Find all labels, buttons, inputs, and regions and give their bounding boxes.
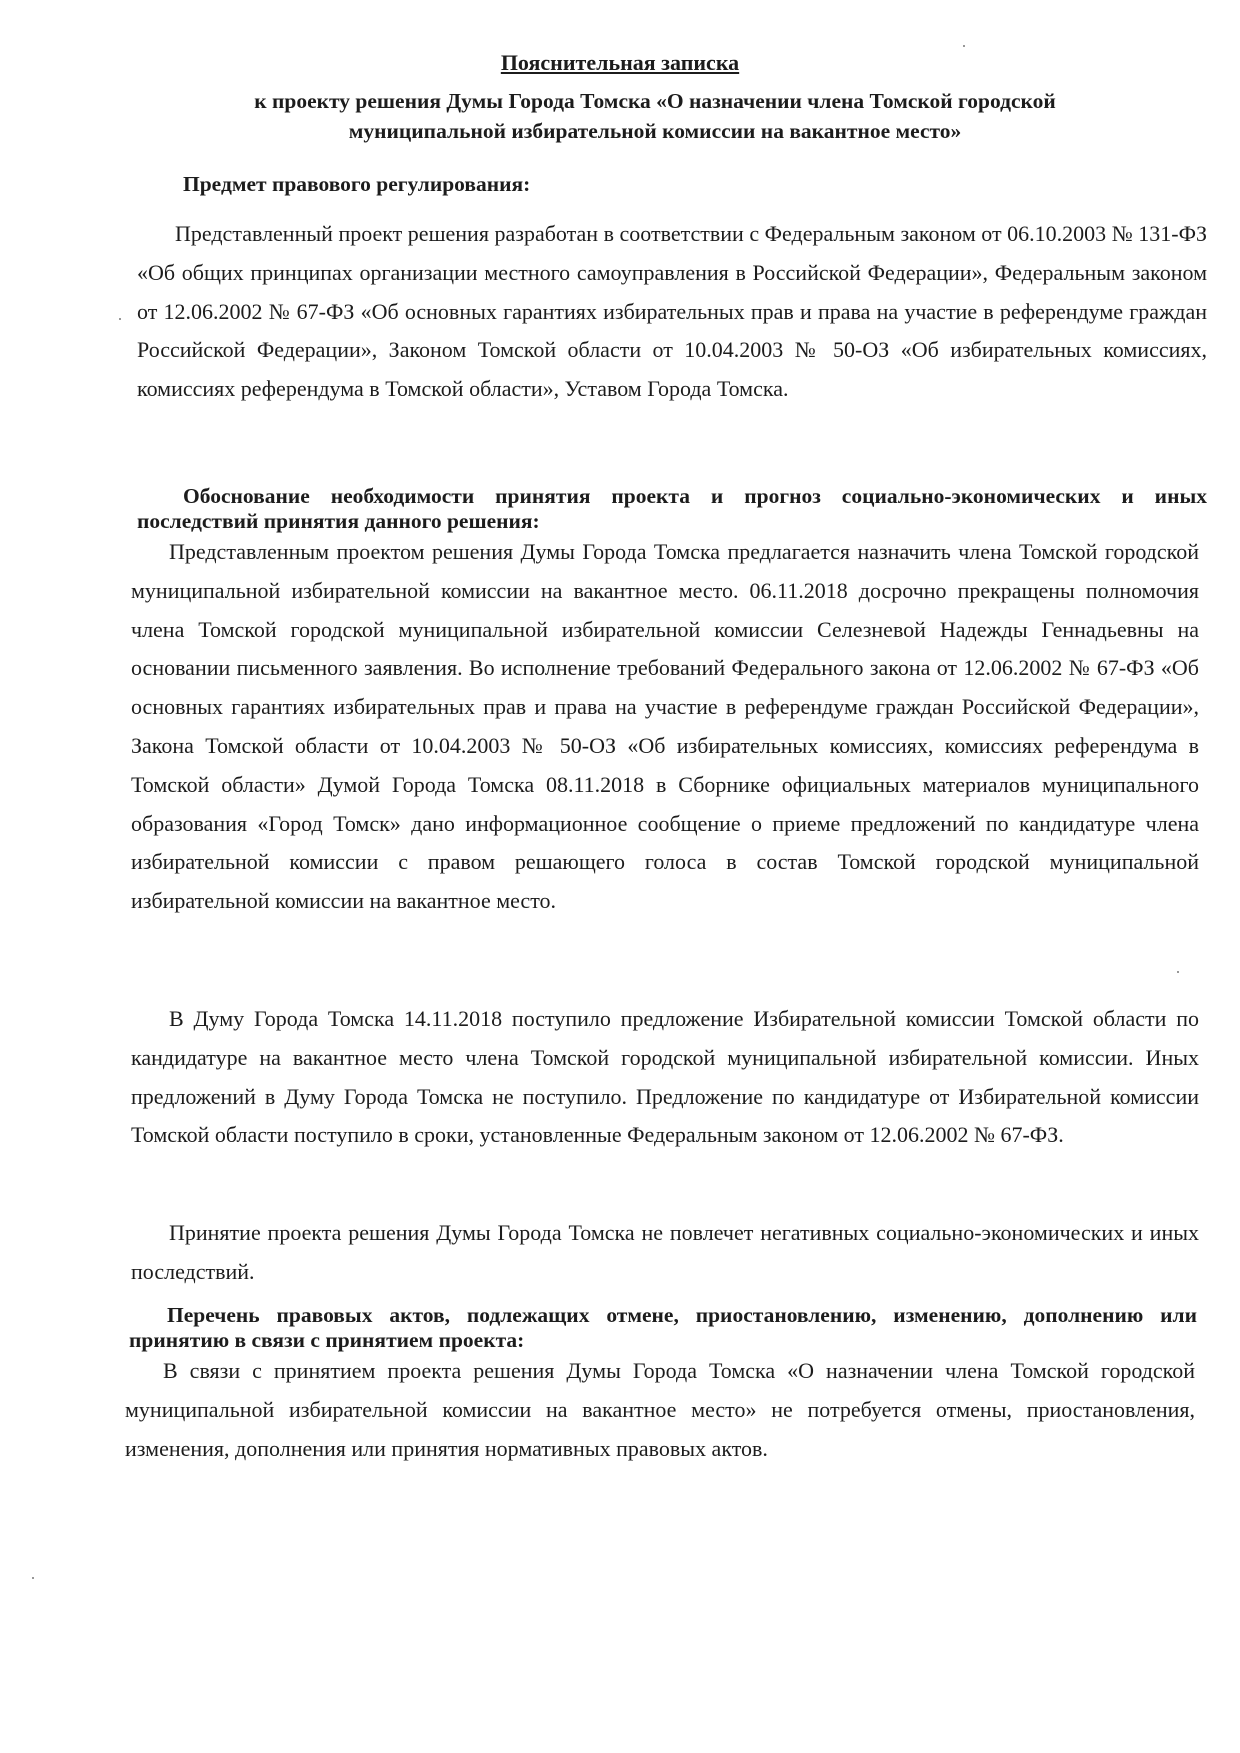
- scan-speck: [1177, 971, 1179, 973]
- document-title: Пояснительная записка: [500, 50, 740, 75]
- section-heading-subject: Предмет правового регулирования:: [183, 172, 531, 196]
- scan-speck: [32, 1577, 34, 1579]
- paragraph-legal-acts: В связи с принятием проекта решения Думы Города Томска «О назначении члена Томской городской муниципальной избирательной комиссии на вакантное место» не потребуется отмены, приостановления, изменения, дополнения или принятия нормативных правовых актов.: [125, 1358, 1195, 1461]
- scan-speck: [119, 318, 121, 320]
- paragraph-justification-main: Представленным проектом решения Думы Города Томска предлагается назначить члена Томской городской муниципальной избирательной комиссии на вакантное место. 06.11.2018 досрочно прекращены полномочия члена Томской городской муниципальной избирательной комиссии Селезневой Надежды Геннадьевны на основании письменного заявления. Во исполнение требований Федерального закона от 12.06.2002 № 67-ФЗ «Об основных гарантиях избирательных прав и права на участие в референдуме граждан Российской Федерации», Закона Томской области от 10.04.2003 № 50-ОЗ «Об избирательных комиссиях, комиссиях референдума в Томской области» Думой Города Томска 08.11.2018 в Сборнике официальных материалов муниципального образования «Город Томск» дано информационное сообщение о приеме предложений по кандидатуре члена избирательной комиссии с правом решающего голоса в состав Томской городской муниципальной избирательной комиссии на вакантное место.: [131, 539, 1199, 914]
- section-heading-justification: Обоснование необходимости принятия проекта и прогноз социально-экономических и иных последствий принятия данного решения:: [137, 484, 1207, 533]
- document-subtitle: [160, 86, 1150, 146]
- paragraph-legal-basis: Представленный проект решения разработан в соответствии с Федеральным законом от 06.10.2003 № 131-ФЗ «Об общих принципах организации местного самоуправления в Российской Федерации», Федеральным законом от 12.06.2002 № 67-ФЗ «Об основных гарантиях избирательных прав и права на участие в референдуме граждан Российской Федерации», Законом Томской области от 10.04.2003 № 50-ОЗ «Об избирательных комиссиях, комиссиях референдума в Томской области», Уставом Города Томска.: [137, 221, 1207, 402]
- subtitle-line-2: муниципальной избирательной комиссии на вакантное место»: [348, 119, 962, 143]
- section-heading-legal-acts: Перечень правовых актов, подлежащих отмене, приостановлению, изменению, дополнению или принятию в связи с принятием проекта:: [129, 1303, 1197, 1352]
- subtitle-line-1: к проекту решения Думы Города Томска «О назначении члена Томской городской: [254, 89, 1056, 113]
- paragraph-no-negative-consequences: Принятие проекта решения Думы Города Томска не повлечет негативных социально-экономических и иных последствий.: [131, 1220, 1199, 1284]
- paragraph-proposal-received: В Думу Города Томска 14.11.2018 поступило предложение Избирательной комиссии Томской области по кандидатуре на вакантное место члена Томской городской муниципальной избирательной комиссии. Иных предложений в Думу Города Томска не поступило. Предложение по кандидатуре от Избирательной комиссии Томской области поступило в сроки, установленные Федеральным законом от 12.06.2002 № 67-ФЗ.: [131, 1006, 1199, 1148]
- scan-speck: [963, 45, 965, 47]
